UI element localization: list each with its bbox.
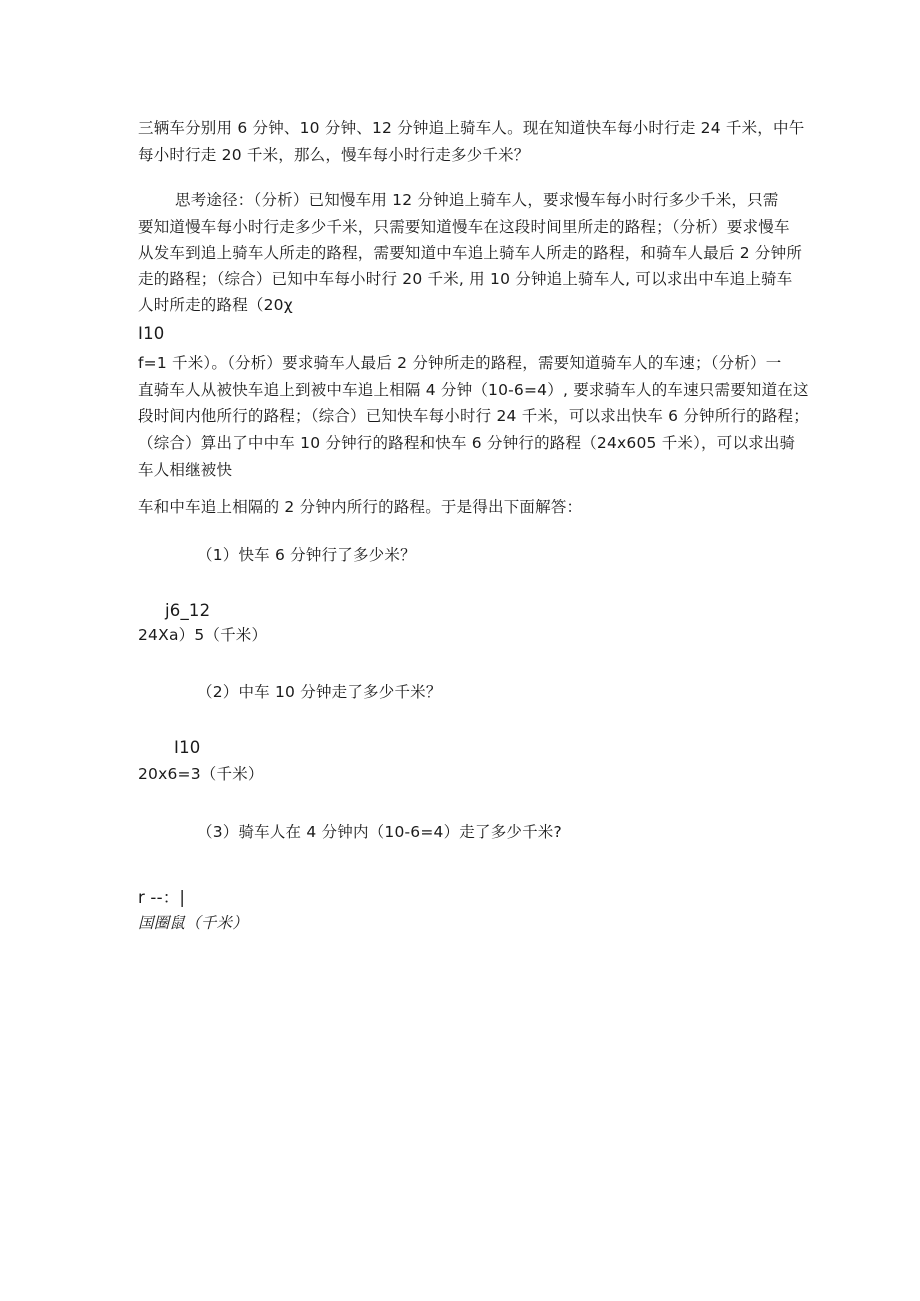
analysis-line-11: 车和中车追上相隔的 2 分钟内所行的路程。于是得出下面解答： [138, 498, 583, 516]
analysis-line-6: f=1 千米）。（分析）要求骑车人最后 2 分钟所走的路程，需要知道骑车人的车速；（分析）一 [138, 354, 782, 372]
analysis-line-8: 段时间内他所行的路程；（综合）已知快车每小时行 24 千米，可以求出快车 6 分钟所行的路程； [138, 407, 809, 425]
analysis-line-7: 直骑车人从被快车追上到被中车追上相隔 4 分钟（10-6=4）, 要求骑车人的车速只需要知道在这 [138, 381, 809, 399]
analysis-line-4: 走的路程；（综合）已知中车每小时行 20 千米, 用 10 分钟追上骑车人, 可以求出中车追上骑车 [138, 270, 793, 288]
step-1-question: （1）快车 6 分钟行了多少米？ [197, 546, 416, 564]
step-1-fragment: j6_12 [165, 601, 211, 620]
problem-line-2: 每小时行走 20 千米，那么，慢车每小时行走多少千米？ [138, 146, 530, 164]
step-2-question: （2）中车 10 分钟走了多少千米？ [197, 683, 442, 701]
analysis-line-5: 人时所走的路程（20χ [138, 296, 293, 314]
step-3-fragment: r --：| [138, 888, 186, 907]
step-2-result: 20x6=3（千米） [138, 765, 264, 783]
analysis-line-9: （综合）算出了中中车 10 分钟行的路程和快车 6 分钟行的路程（24x605 千米），可以求出骑 [138, 434, 796, 452]
analysis-line-2: 要知道慢车每小时行走多少千米，只需要知道慢车在这段时间里所走的路程；（分析）要求慢车 [138, 218, 790, 236]
step-1-result: 24Xa）5（千米） [138, 626, 268, 644]
analysis-line-1: 思考途径：（分析）已知慢车用 12 分钟追上骑车人，要求慢车每小时行多少千米，只需 [175, 191, 779, 209]
problem-line-1: 三辆车分别用 6 分钟、10 分钟、12 分钟追上骑车人。现在知道快车每小时行走 24 千米，中午 [138, 119, 805, 137]
step-2-fragment: I10 [174, 738, 201, 757]
analysis-line-10: 车人相继被快 [138, 461, 233, 479]
fraction-fragment: I10 [138, 324, 165, 343]
step-3-question: （3）骑车人在 4 分钟内（10-6=4）走了多少千米? [197, 823, 562, 841]
step-3-result: 国圈鼠（千米） [138, 914, 248, 932]
analysis-line-3: 从发车到追上骑车人所走的路程，需要知道中车追上骑车人所走的路程，和骑车人最后 2 分钟所 [138, 244, 803, 262]
